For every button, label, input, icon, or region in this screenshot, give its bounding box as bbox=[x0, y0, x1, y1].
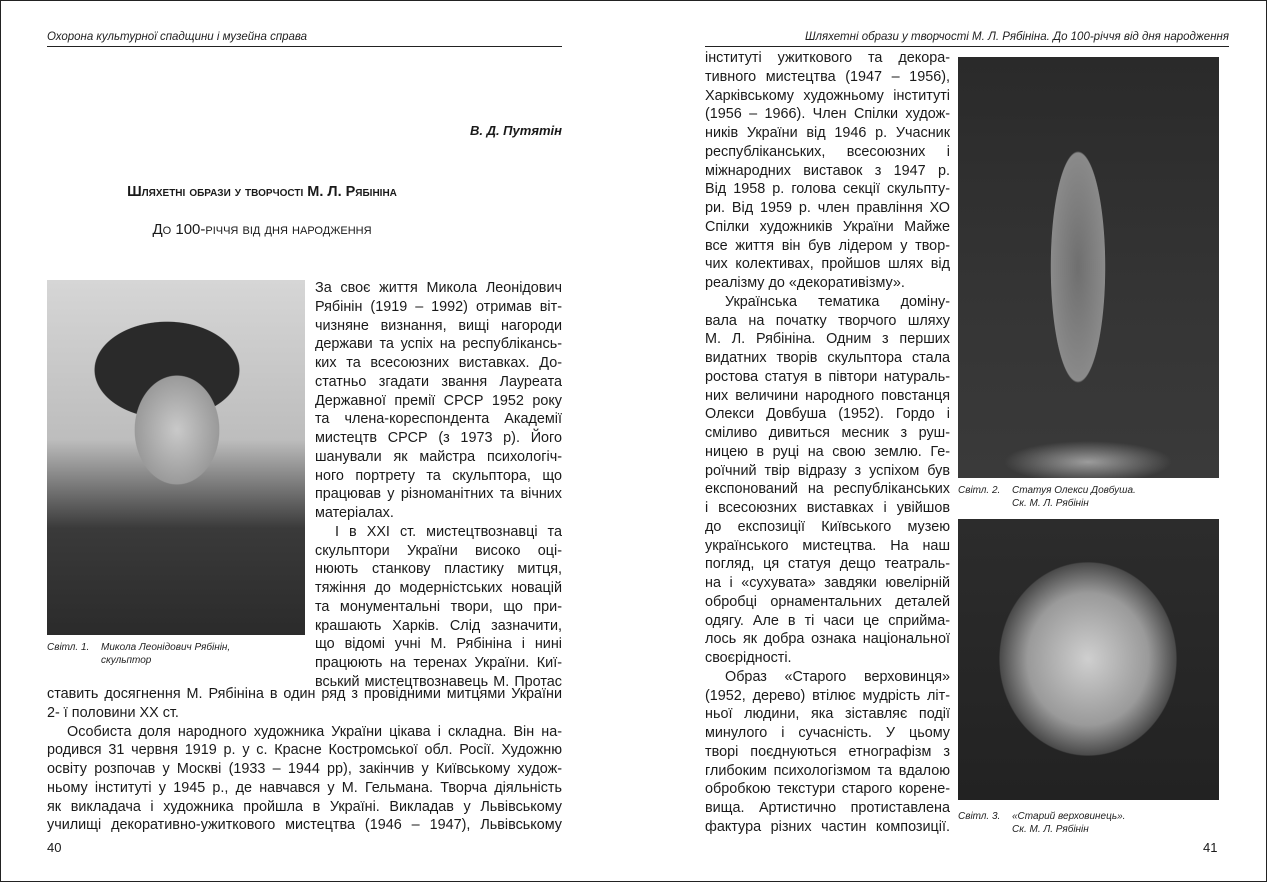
text-line: ростова статуя в півтори натураль- bbox=[705, 368, 950, 385]
article-title: Шляхетні образи у творчості М. Л. Рябініна bbox=[127, 184, 397, 200]
text-line: творі поєднуються етнографізм з bbox=[705, 743, 950, 760]
text-line: та члена-кореспондента Академії bbox=[315, 411, 562, 428]
text-line: погляд, ця статуя дещо театраль- bbox=[705, 556, 950, 573]
text-line: ньому інституті у 1945 р., де навчався у М. Гельмана. Творча діяльність bbox=[47, 779, 562, 796]
figure-label: Світл. 3. bbox=[958, 811, 1001, 822]
text-line: Державної премії СРСР 1952 року bbox=[315, 392, 562, 409]
text-line: крашають Харків. Слід зазначити, bbox=[315, 617, 562, 634]
text-line: минулого і сучасність. У цьому bbox=[705, 725, 950, 741]
text-line: родився 31 червня 1919 р. у с. Красне Костромської обл. Росії. Художню bbox=[47, 742, 562, 759]
caption-line: Ск. М. Л. Рябінін bbox=[1012, 824, 1089, 835]
text-line: інституті ужиткового та декора- bbox=[705, 50, 950, 66]
text-line: обробкою текстури старого корене- bbox=[705, 781, 950, 798]
caption-line: Микола Леонідович Рябінін, bbox=[101, 642, 231, 653]
figure-label: Світл. 2. bbox=[958, 485, 1001, 496]
caption-line: скульптор bbox=[101, 655, 152, 666]
text-line: все життя він був лідером у твор- bbox=[705, 237, 950, 254]
text-line: Рябінін (1919 – 1992) отримав віт- bbox=[315, 298, 562, 315]
text-line: ньої людини, яка зіставляє події bbox=[705, 706, 950, 723]
text-line: ставить досягнення М. Рябініна в один ряд з провідними митцями України bbox=[47, 686, 562, 702]
right-running-head: Шляхетні образи у творчості М. Л. Рябініна. До 100-річчя від дня народження bbox=[705, 31, 1229, 47]
text-line: видатних творів скульптора стала bbox=[705, 350, 950, 366]
left-text-column bbox=[315, 279, 562, 692]
text-line: міжнародних виставок з 1947 р. bbox=[705, 162, 950, 179]
text-line: шанували як майстра психологіч- bbox=[315, 448, 562, 465]
figure-label: Світл. 1. bbox=[47, 642, 90, 653]
figure-1-caption bbox=[47, 641, 230, 667]
text-line: чих колективах, пройшов шлях від bbox=[705, 256, 950, 273]
text-line: І в ХХІ ст. мистецтвознавці та bbox=[335, 523, 562, 540]
left-full-text bbox=[47, 685, 562, 835]
portrait-photo bbox=[47, 280, 305, 635]
text-line: них величини народного повстанця bbox=[705, 387, 950, 404]
text-line: тяжіння до модерністських новацій bbox=[315, 580, 562, 596]
text-line: тивного мистецтва (1947 – 1956), bbox=[705, 68, 950, 85]
old-highlander-sculpture-photo bbox=[958, 519, 1219, 800]
text-line: ких та всесоюзних виставках. До- bbox=[315, 355, 562, 371]
text-line: 2- ї половини ХХ ст. bbox=[47, 704, 179, 721]
text-line: до експозиції Київського музею bbox=[705, 518, 950, 535]
text-line: Образ «Старого верховинця» bbox=[725, 668, 950, 685]
text-line: ного портрету та скульптора, що bbox=[315, 467, 562, 484]
text-line: ників України від 1946 р. Учасник bbox=[705, 125, 950, 141]
text-line: українського мистецтва. На наш bbox=[705, 537, 950, 554]
text-line: Від 1958 р. голова секції скульпту- bbox=[705, 181, 950, 198]
text-line: обробці орнаментальних деталей bbox=[705, 593, 950, 610]
text-line: глибоким психологізмом та вдалою bbox=[705, 762, 950, 779]
text-line: ри. Від 1959 р. член правління ХО bbox=[705, 200, 950, 216]
text-line: нюють станкову пластику митця, bbox=[315, 561, 562, 578]
left-running-head: Охорона культурної спадщини і музейна справа bbox=[47, 31, 562, 47]
right-text-column bbox=[705, 49, 950, 837]
text-line: За своє життя Микола Леонідович bbox=[315, 280, 562, 296]
text-line: експонований на республіканських bbox=[705, 481, 950, 498]
text-line: Українська тематика доміну- bbox=[725, 293, 950, 310]
caption-line: «Старий верховинець». bbox=[1012, 811, 1126, 822]
article-subtitle: До 100-річчя від дня народження bbox=[152, 221, 372, 238]
text-line: вський мистецтвознавець М. Протас bbox=[315, 673, 562, 690]
text-line: Олекси Довбуша (1952). Гордо і bbox=[705, 406, 950, 423]
text-line: Спілки художників України Майже bbox=[705, 218, 950, 235]
text-line: як викладача і художника пройшла в Україні. Викладав у Львівському bbox=[47, 798, 562, 815]
text-line: республіканських, всесоюзних і bbox=[705, 143, 950, 160]
text-line: і всесоюзних виставках і увійшов bbox=[705, 500, 950, 516]
text-line: одягу. Але в ті часи це сприйма- bbox=[705, 612, 950, 629]
text-line: Особиста доля народного художника України цікава і складна. Він на- bbox=[67, 723, 562, 740]
text-line: роїчний твір відразу з успіхом був bbox=[705, 462, 950, 479]
figure-2-caption bbox=[958, 484, 1136, 510]
text-line: М. Л. Рябініна. Одним з перших bbox=[705, 331, 950, 348]
caption-line: Статуя Олекси Довбуша. bbox=[1012, 485, 1136, 496]
text-line: та монументальні твори, що при- bbox=[315, 598, 562, 615]
text-line: чизняне визнання, вищі нагороди bbox=[315, 317, 562, 334]
text-line: (1956 – 1966). Член Спілки худож- bbox=[705, 106, 950, 123]
text-line: лось як добра ознака національної bbox=[705, 631, 950, 648]
text-line: училищі декоративно-ужиткового мистецтва (1946 – 1947), Львівському bbox=[47, 817, 562, 834]
text-line: Харківському художньому інституті bbox=[705, 87, 950, 104]
caption-line: Ск. М. Л. Рябінін bbox=[1012, 498, 1089, 509]
text-line: сміливо дивиться месник з руш- bbox=[705, 425, 950, 441]
text-line: вала на початку творчого шляху bbox=[705, 312, 950, 329]
text-line: працював у різноманітних та вічних bbox=[315, 486, 562, 503]
text-line: на і «сухувата» завдяки ювелірній bbox=[705, 575, 950, 591]
text-line: що відомі учні М. Рябініна і нині bbox=[315, 636, 562, 653]
dovbush-statue-photo bbox=[958, 57, 1219, 478]
text-line: реалізму до «декоративізму». bbox=[705, 275, 905, 291]
text-line: (1952, дерево) втілює мудрість літ- bbox=[705, 687, 950, 704]
text-line: освіту розпочав у Москві (1933 – 1944 рр), закінчив у Київському худож- bbox=[47, 761, 562, 777]
text-line: вища. Артистично протиставлена bbox=[705, 800, 950, 816]
text-line: держави та успіх на республікансь- bbox=[315, 336, 562, 353]
text-line: скульптори України високо оці- bbox=[315, 542, 562, 559]
text-line: фактура різних частин композиції. bbox=[705, 818, 950, 835]
page-number-left: 40 bbox=[47, 840, 62, 855]
text-line: ницею в руці на свою землю. Ге- bbox=[705, 443, 950, 460]
author-name: В. Д. Путятін bbox=[469, 123, 562, 138]
figure-3-caption bbox=[958, 810, 1125, 836]
text-line: своєрідності. bbox=[705, 650, 792, 666]
page-number-right: 41 bbox=[1203, 840, 1218, 855]
text-line: працюють на теренах України. Киї- bbox=[315, 655, 562, 671]
text-line: мистецтв СРСР (з 1973 р). Його bbox=[315, 430, 562, 446]
text-line: статньо згадати звання Лауреата bbox=[315, 373, 562, 390]
text-line: матеріалах. bbox=[315, 505, 394, 521]
